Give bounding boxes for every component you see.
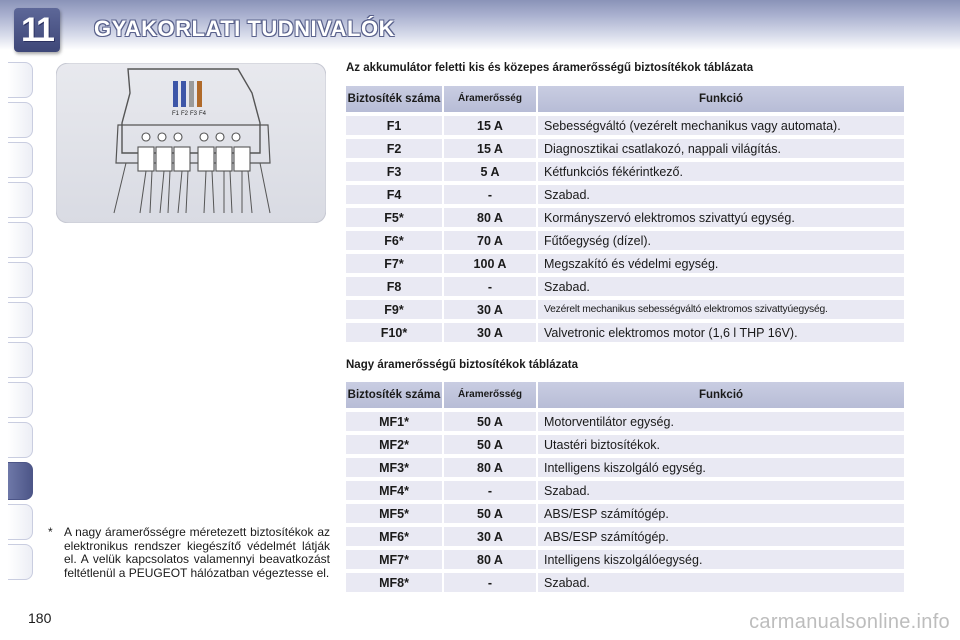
fuse-amperage: - [444, 277, 536, 296]
fuse-function: Szabad. [538, 481, 904, 500]
fuse-number: MF3* [346, 458, 442, 477]
table-row [346, 139, 904, 158]
side-tab [8, 422, 33, 458]
table-row [346, 458, 904, 477]
fuse-box-illustration [56, 63, 326, 223]
fuse-amperage: 15 A [444, 116, 536, 135]
table-row [346, 300, 904, 319]
fuse-function: Szabad. [538, 573, 904, 592]
fuse-number: F5* [346, 208, 442, 227]
fuse-amperage: 5 A [444, 162, 536, 181]
table-row [346, 527, 904, 546]
fuse-amperage: 80 A [444, 458, 536, 477]
fuse-number: F1 [346, 116, 442, 135]
fuse-function: Sebességváltó (vezérelt mechanikus vagy automata). [538, 116, 904, 135]
fuse-function: Kormányszervó elektromos szivattyú egység. [538, 208, 904, 227]
fuse-number: MF4* [346, 481, 442, 500]
header-fuse-number: Biztosíték száma [346, 382, 442, 408]
fuse-number: MF1* [346, 412, 442, 431]
fuse-function: Szabad. [538, 185, 904, 204]
fuse-amperage: - [444, 481, 536, 500]
fuse-amperage: 100 A [444, 254, 536, 273]
side-tab-active [8, 462, 33, 500]
fuse-function: ABS/ESP számítógép. [538, 504, 904, 523]
side-tab [8, 544, 33, 580]
fuse-amperage: 70 A [444, 231, 536, 250]
fuse-amperage: 15 A [444, 139, 536, 158]
side-tab [8, 62, 33, 98]
fuse-function: Kétfunkciós fékérintkező. [538, 162, 904, 181]
table-row [346, 481, 904, 500]
fuse-function: Vezérelt mechanikus sebességváltó elektromos szivattyúegység. [538, 300, 904, 319]
fuse-label-f3: F3 [190, 111, 198, 117]
fuse-amperage: 50 A [444, 504, 536, 523]
small-fuse-table-title: Az akkumulátor feletti kis és közepes áramerősségű biztosítékok táblázata [346, 62, 754, 74]
table-row [346, 277, 904, 296]
side-tab [8, 142, 33, 178]
fuse-number: F9* [346, 300, 442, 319]
fuse-function: Motorventilátor egység. [538, 412, 904, 431]
fuse-number: F10* [346, 323, 442, 342]
table-row [346, 550, 904, 569]
footnote [48, 526, 330, 580]
page-header [0, 0, 960, 56]
page-number: 180 [28, 610, 52, 626]
side-tab [8, 222, 33, 258]
fuse-amperage: 50 A [444, 435, 536, 454]
header-amperage: Áramerősség [444, 86, 536, 112]
fuse-amperage: - [444, 185, 536, 204]
table-row [346, 573, 904, 592]
small-fuse-table [344, 82, 906, 346]
side-tab [8, 342, 33, 378]
table-row [346, 116, 904, 135]
side-tab [8, 102, 33, 138]
fuse-label-f4: F4 [199, 111, 207, 117]
fuse-number: MF2* [346, 435, 442, 454]
fuse-amperage: 80 A [444, 208, 536, 227]
header-function: Funkció [538, 382, 904, 408]
table-row [346, 254, 904, 273]
fuse-function: Intelligens kiszolgáló egység. [538, 458, 904, 477]
large-fuse-table [344, 378, 906, 596]
fuse-function: Utastéri biztosítékok. [538, 435, 904, 454]
fuse-number: F7* [346, 254, 442, 273]
table-row [346, 162, 904, 181]
table-row [346, 185, 904, 204]
fuse-label-f1: F1 [172, 111, 180, 117]
side-tab [8, 504, 33, 540]
header-function: Funkció [538, 86, 904, 112]
fuse-amperage: 30 A [444, 300, 536, 319]
table-row [346, 323, 904, 342]
fuse-function: ABS/ESP számítógép. [538, 527, 904, 546]
fuse-function: Szabad. [538, 277, 904, 296]
fuse-amperage: 80 A [444, 550, 536, 569]
table-row [346, 504, 904, 523]
table-row [346, 412, 904, 431]
footnote-text: A nagy áramerősségre méretezett biztosítékok az elektronikus rendszer kiegészítő védelmét látják el. A velük kapcsolatos valamennyi beavatkozást feltétlenül a PEUGEOT hálózatban végeztesse el. [64, 525, 330, 580]
table-row [346, 208, 904, 227]
table-row [346, 435, 904, 454]
table-header-row [346, 86, 904, 112]
fuse-number: MF8* [346, 573, 442, 592]
fuse-number: F2 [346, 139, 442, 158]
table-header-row [346, 382, 904, 408]
watermark: carmanualsonline.info [749, 611, 950, 633]
side-tab [8, 262, 33, 298]
page-title: GYAKORLATI TUDNIVALÓK [94, 16, 395, 41]
side-tab [8, 382, 33, 418]
chapter-number: 11 [21, 11, 53, 49]
header-fuse-number: Biztosíték száma [346, 86, 442, 112]
fuse-amperage: 50 A [444, 412, 536, 431]
fuse-number: F6* [346, 231, 442, 250]
table-row [346, 231, 904, 250]
fuse-function: Intelligens kiszolgálóegység. [538, 550, 904, 569]
fuse-function: Valvetronic elektromos motor (1,6 l THP 16V). [538, 323, 904, 342]
side-tab [8, 302, 33, 338]
chapter-side-tabs [0, 58, 36, 578]
fuse-number: F8 [346, 277, 442, 296]
header-amperage: Áramerősség [444, 382, 536, 408]
side-tab [8, 182, 33, 218]
fuse-amperage: 30 A [444, 323, 536, 342]
fuse-number: MF6* [346, 527, 442, 546]
footnote-marker: * [48, 525, 53, 539]
fuse-number: MF7* [346, 550, 442, 569]
fuse-function: Diagnosztikai csatlakozó, nappali világítás. [538, 139, 904, 158]
fuse-number: F4 [346, 185, 442, 204]
fuse-number: MF5* [346, 504, 442, 523]
fuse-label-f2: F2 [181, 111, 189, 117]
large-fuse-table-title: Nagy áramerősségű biztosítékok táblázata [346, 359, 578, 371]
fuse-number: F3 [346, 162, 442, 181]
fuse-amperage: 30 A [444, 527, 536, 546]
fuse-amperage: - [444, 573, 536, 592]
fuse-function: Fűtőegység (dízel). [538, 231, 904, 250]
fuse-function: Megszakító és védelmi egység. [538, 254, 904, 273]
